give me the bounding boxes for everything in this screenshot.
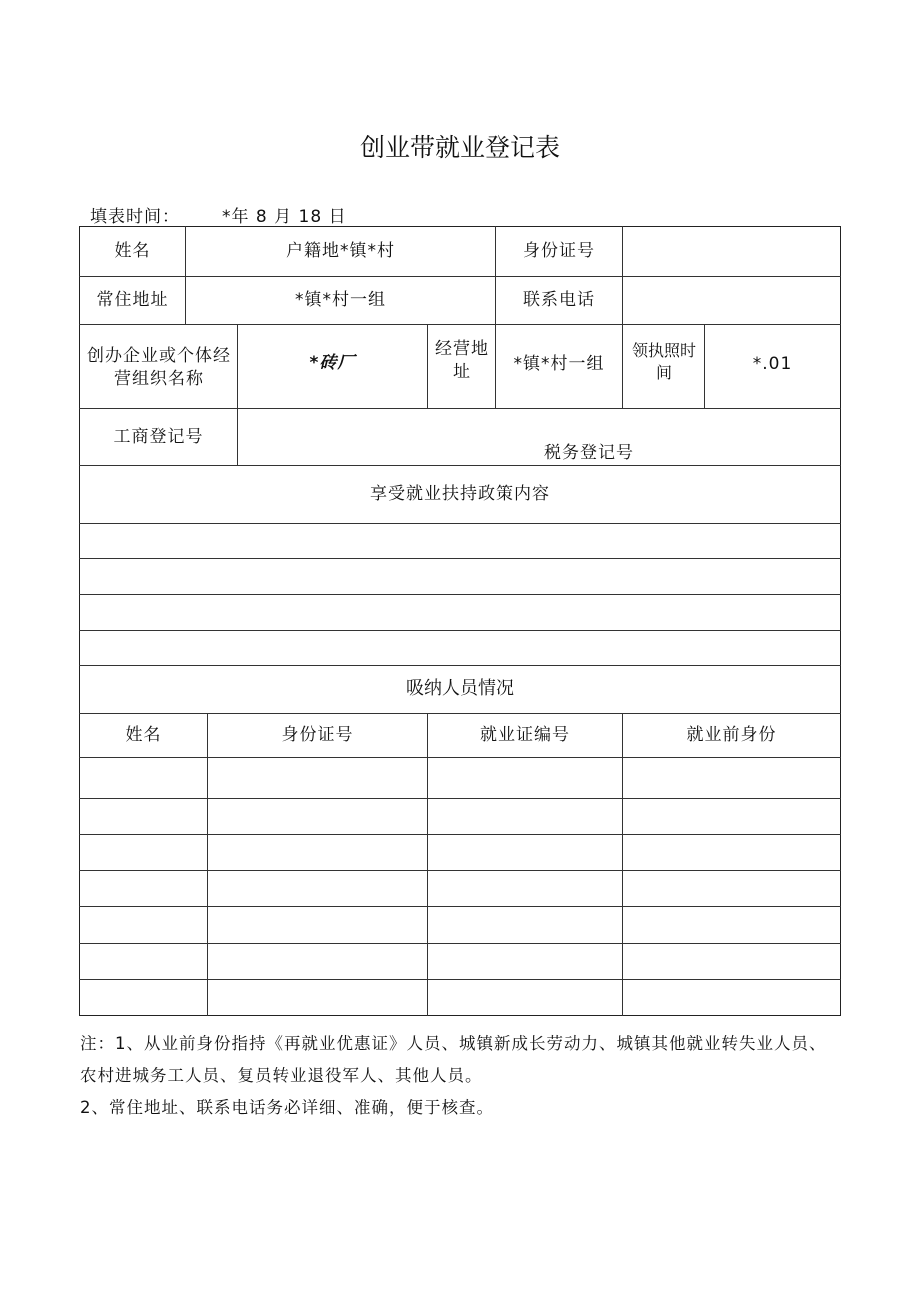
cell-name[interactable] [80,980,207,1015]
policy-row[interactable] [80,631,840,665]
cell-name[interactable] [80,871,207,906]
notes [80,1028,840,1124]
business-address-field[interactable]: *镇*村一组 [513,354,605,375]
cell-id[interactable] [208,907,427,943]
cell-id[interactable] [208,944,427,979]
col-header-name: 姓名 [125,725,162,746]
cell-prior-status[interactable] [623,799,840,834]
fill-date-label: 填表时间： [90,207,180,227]
hukou-field[interactable]: 户籍地*镇*村 [286,241,395,262]
id-number-field[interactable] [623,227,840,276]
cell-prior-status[interactable] [623,944,840,979]
cell-id[interactable] [208,871,427,906]
cell-id[interactable] [208,980,427,1015]
note-2: 2、常住地址、联系电话务必详细、准确，便于核查。 [80,1098,494,1117]
col-divider [427,324,428,408]
col-header-employment-cert: 就业证编号 [480,725,570,746]
cell-id[interactable] [208,758,427,798]
cell-employment-cert[interactable] [428,835,622,870]
policy-header: 享受就业扶持政策内容 [370,484,550,505]
fill-date-value[interactable]: *年 8 月 18 日 [222,207,347,227]
cell-id[interactable] [208,799,427,834]
cell-prior-status[interactable] [623,835,840,870]
tax-reg-label: 税务登记号 [544,443,634,464]
cell-prior-status[interactable] [623,758,840,798]
business-address-label: 经营地址 [435,339,489,382]
cell-employment-cert[interactable] [428,980,622,1015]
license-date-label: 领执照时间 [631,341,696,382]
fill-date [90,202,347,227]
cell-prior-status[interactable] [623,980,840,1015]
policy-row[interactable] [80,595,840,630]
cell-employment-cert[interactable] [428,944,622,979]
cell-employment-cert[interactable] [428,799,622,834]
license-date-field[interactable]: *.01 [752,354,793,375]
col-header-id: 身份证号 [281,725,354,746]
cell-name[interactable] [80,835,207,870]
cell-name[interactable] [80,907,207,943]
cell-employment-cert[interactable] [428,871,622,906]
name-label: 姓名 [114,241,151,262]
enterprise-name-field[interactable]: *砖厂 [309,353,356,374]
cell-name[interactable] [80,758,207,798]
phone-label: 联系电话 [523,290,595,311]
policy-row[interactable] [80,524,840,558]
address-field[interactable]: *镇*村一组 [295,290,386,311]
cell-employment-cert[interactable] [428,907,622,943]
cell-name[interactable] [80,944,207,979]
cell-name[interactable] [80,799,207,834]
cell-id[interactable] [208,835,427,870]
phone-field[interactable] [623,277,840,324]
id-number-label: 身份证号 [523,241,595,262]
col-header-prior-status: 就业前身份 [686,725,777,746]
address-label: 常住地址 [96,290,169,311]
note-1: 注：1、从业前身份指持《再就业优惠证》人员、城镇新成长劳动力、城镇其他就业转失业人员、农村进城务工人员、复员转业退役军人、其他人员。 [80,1034,827,1085]
page-title: 创业带就业登记表 [359,133,560,162]
cell-prior-status[interactable] [623,907,840,943]
enterprise-name-label: 创办企业或个体经营组织名称 [87,346,231,389]
cell-employment-cert[interactable] [428,758,622,798]
col-divider [622,324,623,408]
business-reg-label: 工商登记号 [113,426,204,447]
absorbed-header: 吸纳人员情况 [406,678,514,700]
cell-prior-status[interactable] [623,871,840,906]
policy-row[interactable] [80,559,840,594]
